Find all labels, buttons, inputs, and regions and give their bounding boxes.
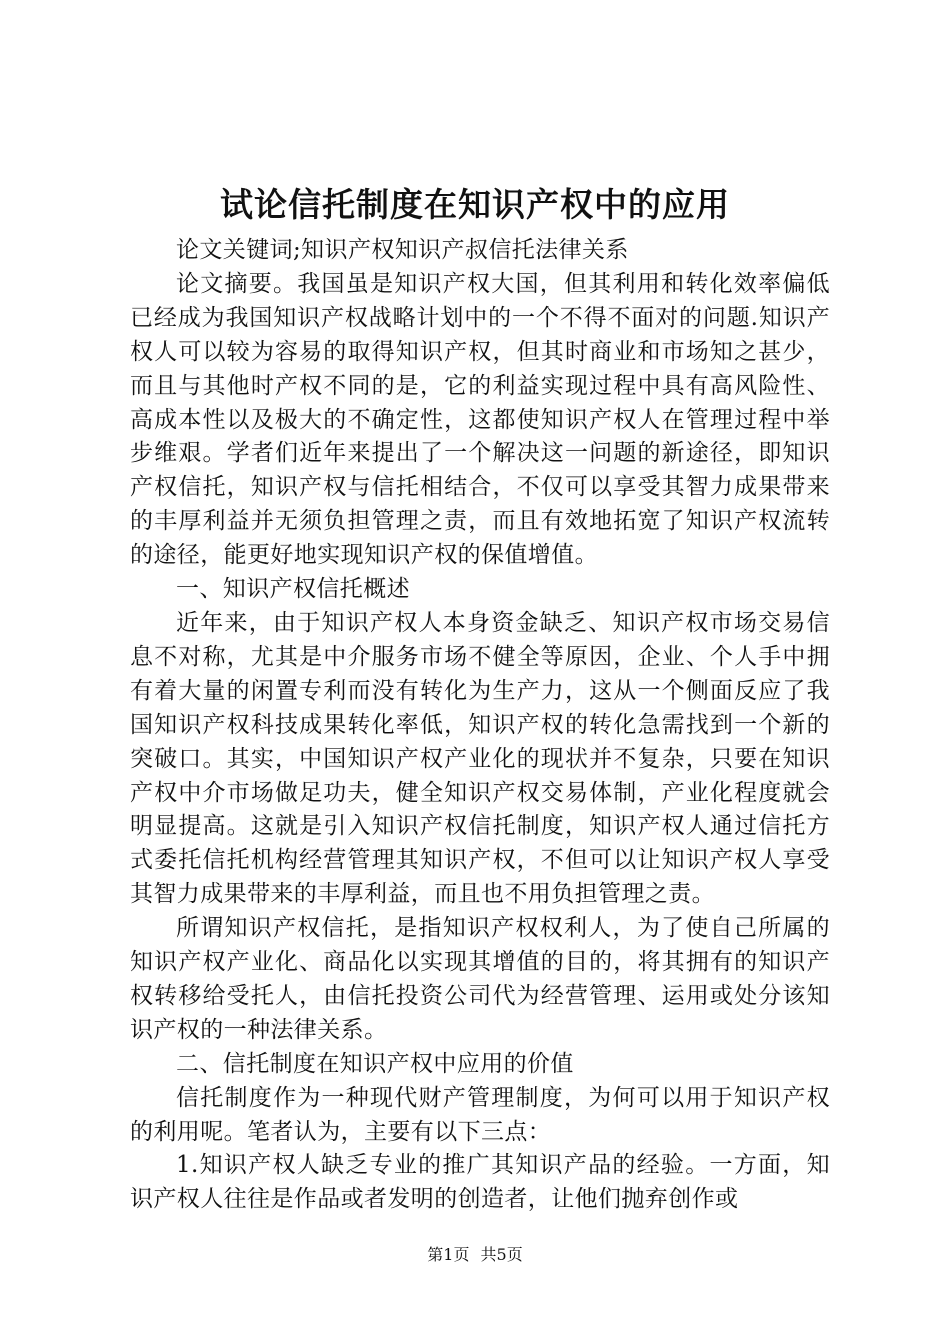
- section-heading-1: 一、知识产权信托概述: [176, 576, 410, 603]
- body-paragraph: 所谓知识产权信托，是指知识产权权利人，为了使自己所属的知识产权产业化、商品化以实现其增值的目的，将其拥有的知识产权转移给受托人，由信托投资公司代为经营管理、运用或处分该知识产权的一种法律关系。: [130, 915, 830, 1043]
- document-body: [130, 234, 830, 1217]
- page-number: 第1页: [427, 1245, 470, 1264]
- list-item-paragraph: 1.知识产权人缺乏专业的推广其知识产品的经验。一方面，知识产权人往往是作品或者发明的创造者，让他们抛弃创作或: [130, 1152, 830, 1213]
- body-paragraph: 信托制度作为一种现代财产管理制度，为何可以用于知识产权的利用呢。笔者认为，主要有以下三点：: [130, 1084, 830, 1145]
- abstract-paragraph: 论文摘要。我国虽是知识产权大国，但其利用和转化效率偏低已经成为我国知识产权战略计划中的一个不得不面对的问题.知识产权人可以较为容易的取得知识产权，但其时商业和市场知之甚少，而且与其他时产权不同的是，它的利益实现过程中具有高风险性、高成本性以及极大的不确定性，这都使知识产权人在管理过程中举步维艰。学者们近年来提出了一个解决这一问题的新途径，即知识产权信托，知识产权与信托相结合，不仅可以享受其智力成果带来的丰厚利益并无须负担管理之责，而且有效地拓宽了知识产权流转的途径，能更好地实现知识产权的保值增值。: [130, 270, 830, 569]
- keywords-paragraph: 论文关键词;知识产权知识产叔信托法律关系: [176, 237, 629, 263]
- page-footer: [0, 1244, 950, 1266]
- body-paragraph: 近年来，由于知识产权人本身资金缺乏、知识产权市场交易信息不对称，尤其是中介服务市场不健全等原因，企业、个人手中拥有着大量的闲置专利而没有转化为生产力，这从一个侧面反应了我国知识产权科技成果转化率低，知识产权的转化急需找到一个新的突破口。其实，中国知识产权产业化的现状并不复杂，只要在知识产权中介市场做足功夫，健全知识产权交易体制，产业化程度就会明显提高。这就是引入知识产权信托制度，知识产权人通过信托方式委托信托机构经营管理其知识产权，不但可以让知识产权人享受其智力成果带来的丰厚利益，而且也不用负担管理之责。: [130, 609, 830, 908]
- section-heading-2: 二、信托制度在知识产权中应用的价值: [176, 1050, 574, 1077]
- document-title: 试论信托制度在知识产权中的应用: [220, 185, 730, 224]
- page-total: 共5页: [480, 1245, 523, 1264]
